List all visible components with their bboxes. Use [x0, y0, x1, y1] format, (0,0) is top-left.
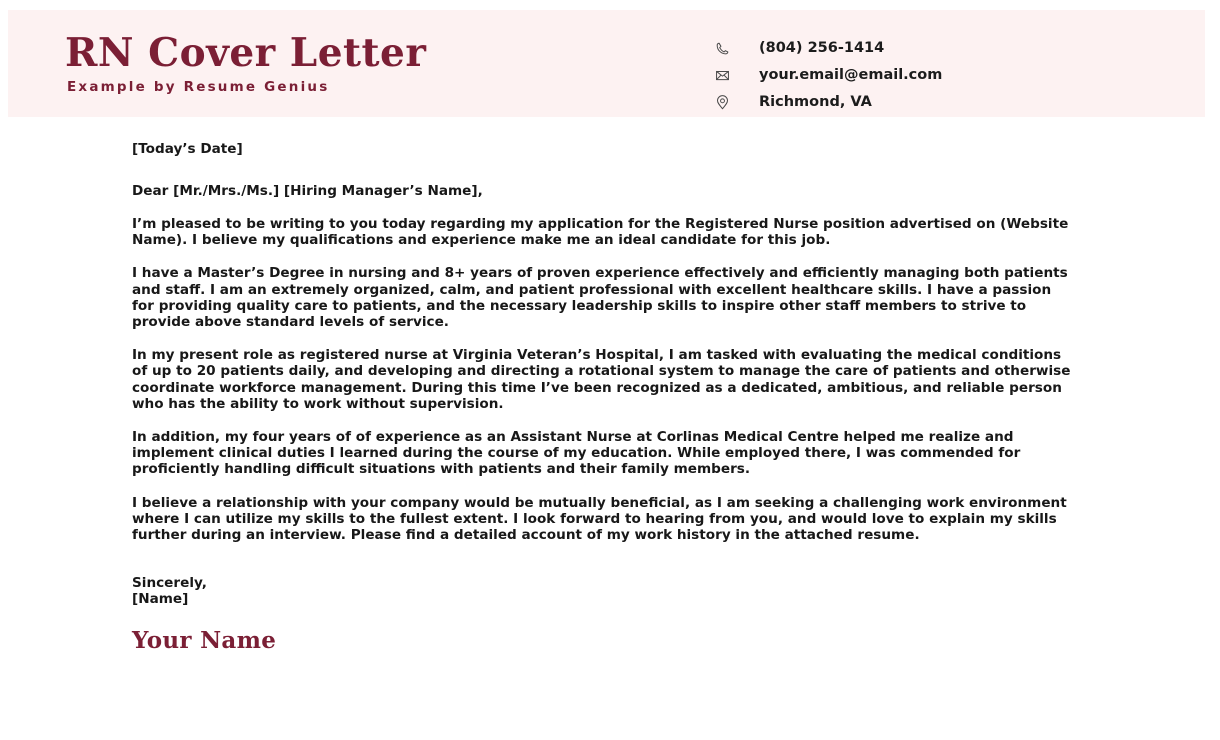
closing-salutation: Sincerely,	[132, 575, 207, 592]
document-header-band	[8, 10, 1205, 117]
letter-body	[132, 131, 1073, 655]
letter-paragraph: In addition, my four years of of experience as an Assistant Nurse at Corlinas Medical Centre helped me realize and implement clinical duties I learned during the course of my education. While employed there, I was commended for proficiently handling difficult situations with patients and their family members.	[132, 429, 1021, 478]
letter-paragraph: I’m pleased to be writing to you today regarding my application for the Registered Nurse position advertised on (Website Name). I believe my qualifications and experience make me an ideal candidate for this job.	[132, 216, 1069, 249]
location-pin-icon	[715, 92, 737, 112]
envelope-icon	[715, 65, 737, 85]
letter-closing	[132, 543, 1073, 607]
letter-paragraph: I believe a relationship with your company would be mutually beneficial, as I am seeking a challenging work environment where I can utilize my skills to the fullest extent. I look forward to hearing from you, and would love to explain my skills further during an interview. Please find a detailed account of my work history in the attached resume.	[132, 494, 1067, 544]
page-title: RN Cover Letter	[65, 30, 427, 76]
title-block	[65, 31, 426, 96]
contact-row-email	[715, 65, 942, 85]
letter-paragraph: I have a Master’s Degree in nursing and 8+ years of proven experience effectively and efficiently managing both patients and staff. I am an extremely organized, calm, and patient professional with excellent healthcare skills. I have a passion for providing quality care to patients, and the necessary leadership skills to inspire other staff members to strive to provide above standard levels of service.	[132, 265, 1068, 331]
closing-name-placeholder: [Name]	[132, 591, 189, 608]
signature-name: Your Name	[132, 626, 277, 654]
contact-email-value: your.email@email.com	[759, 67, 943, 83]
page-subtitle: Example by Resume Genius	[67, 79, 330, 95]
contact-location-value: Richmond, VA	[759, 94, 872, 110]
letter-paragraph: In my present role as registered nurse at Virginia Veteran’s Hospital, I am tasked with evaluating the medical conditions of up to 20 patients daily, and developing and directing a rotational system to manage the care of patients and otherwise coordinate workforce management. During this time I’ve been recognized as a dedicated, ambitious, and reliable person who has the ability to work without supervision.	[132, 347, 1071, 412]
phone-icon	[715, 38, 737, 58]
contact-row-phone	[715, 38, 942, 58]
contact-phone-value: (804) 256-1414	[759, 40, 885, 56]
contact-row-location	[715, 92, 942, 112]
letter-salutation: Dear [Mr./Mrs./Ms.] [Hiring Manager’s Name],	[132, 183, 483, 199]
contact-list	[715, 38, 942, 119]
letter-date: [Today’s Date]	[132, 141, 243, 157]
